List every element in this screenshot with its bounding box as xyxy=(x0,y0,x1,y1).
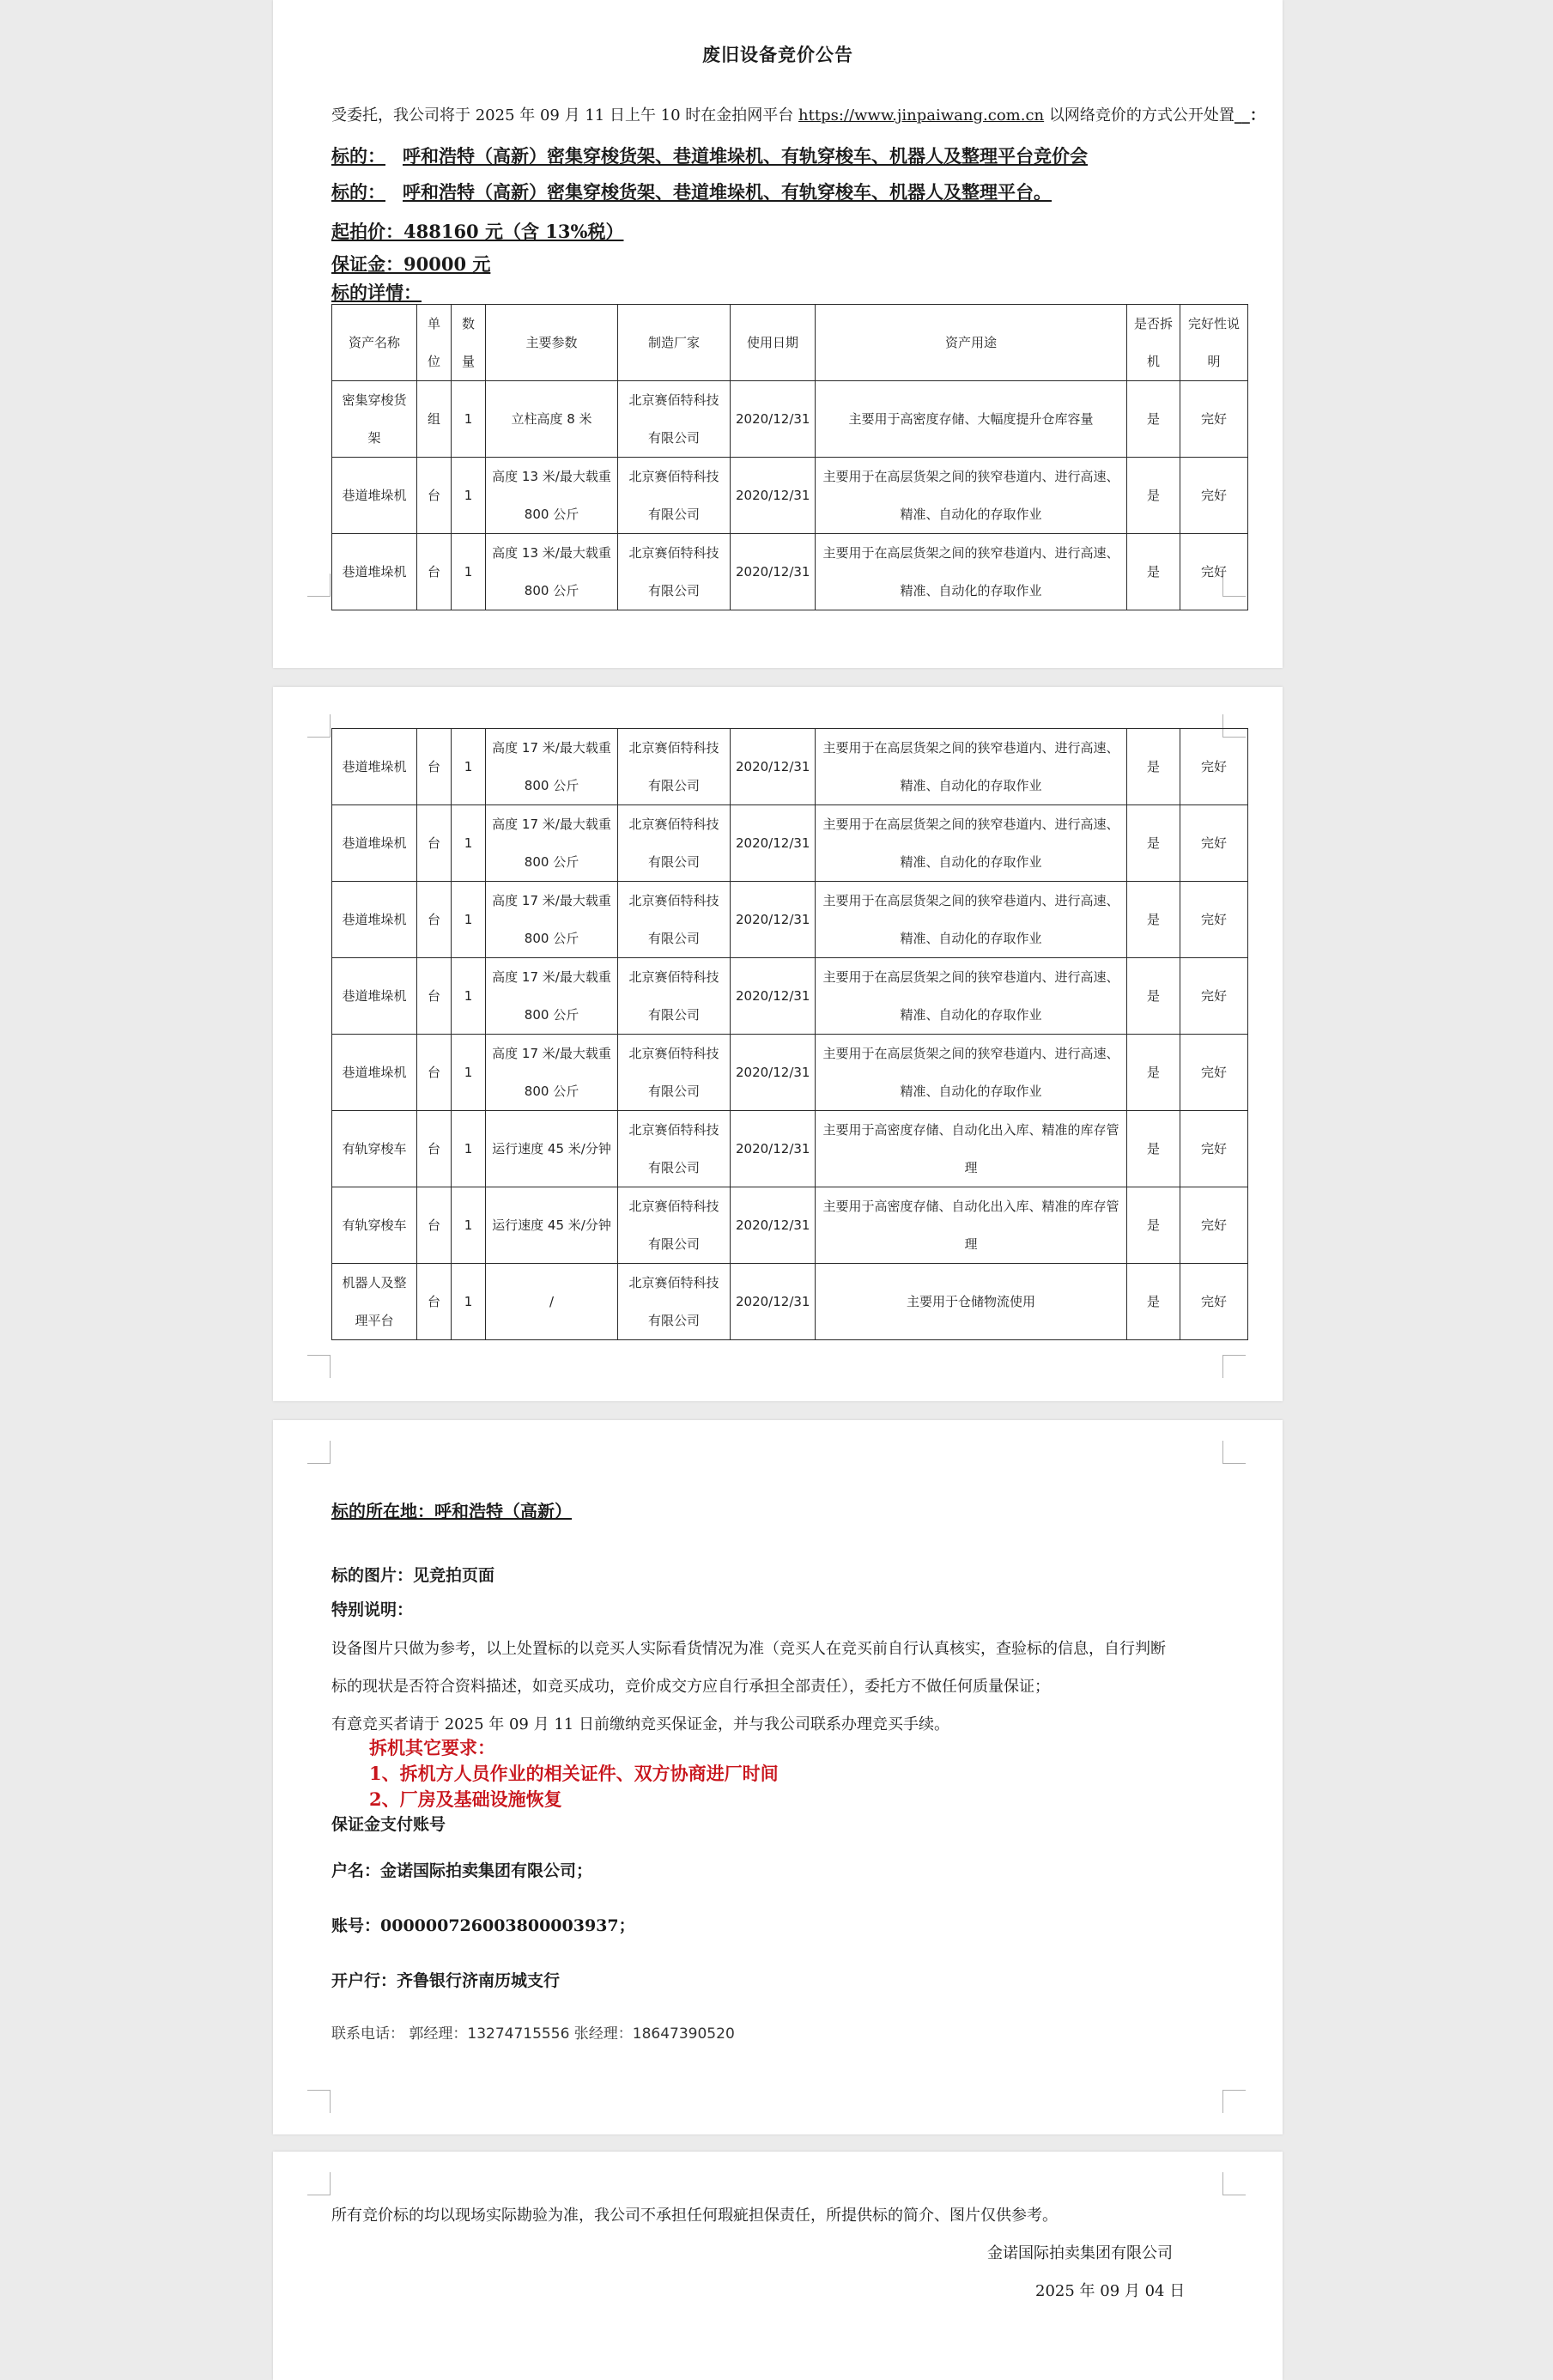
cell-asset-purpose: 主要用于在高层货架之间的狭窄巷道内、进行高速、精准、自动化的存取作业 xyxy=(816,958,1127,1035)
cell-quantity: 1 xyxy=(452,534,486,610)
page-corner-mark xyxy=(307,2172,331,2195)
cell-manufacturer: 北京赛佰特科技有限公司 xyxy=(618,882,731,958)
cell-main-params: 高度 13 米/最大载重 800 公斤 xyxy=(486,534,618,610)
table-row xyxy=(332,882,1248,958)
signing-company: 金诺国际拍卖集团有限公司 xyxy=(987,2244,1173,2262)
cell-asset-name: 巷道堆垛机 xyxy=(332,958,417,1035)
cell-asset-purpose: 主要用于在高层货架之间的狭窄巷道内、进行高速、精准、自动化的存取作业 xyxy=(816,1035,1127,1111)
page-corner-mark xyxy=(307,714,331,738)
cell-main-params: 高度 17 米/最大载重 800 公斤 xyxy=(486,729,618,805)
header-use-date: 使用日期 xyxy=(731,305,816,381)
page-corner-mark xyxy=(307,574,331,597)
cell-quantity: 1 xyxy=(452,1264,486,1340)
header-quantity: 数量 xyxy=(452,305,486,381)
table-row xyxy=(332,958,1248,1035)
table-row xyxy=(332,1035,1248,1111)
page-corner-mark xyxy=(1222,2090,1246,2113)
cell-manufacturer: 北京赛佰特科技有限公司 xyxy=(618,729,731,805)
cell-dismantle: 是 xyxy=(1127,534,1180,610)
cell-unit: 台 xyxy=(417,534,452,610)
header-dismantle: 是否拆机 xyxy=(1127,305,1180,381)
bid-label: 标的： xyxy=(331,145,385,167)
cell-main-params: 高度 17 米/最大载重 800 公斤 xyxy=(486,958,618,1035)
table-row xyxy=(332,1187,1248,1264)
cell-use-date: 2020/12/31 xyxy=(731,958,816,1035)
cell-condition: 完好 xyxy=(1180,381,1248,458)
cell-use-date: 2020/12/31 xyxy=(731,805,816,882)
cell-asset-name: 巷道堆垛机 xyxy=(332,534,417,610)
asset-table-continued xyxy=(331,728,1248,1340)
cell-condition: 完好 xyxy=(1180,1187,1248,1264)
special-notes-label: 特别说明： xyxy=(331,1600,414,1619)
intro-url[interactable]: https://www.jinpaiwang.com.cn xyxy=(798,106,1045,124)
cell-dismantle: 是 xyxy=(1127,1035,1180,1111)
cell-manufacturer: 北京赛佰特科技有限公司 xyxy=(618,1187,731,1264)
cell-asset-name: 有轨穿梭车 xyxy=(332,1111,417,1187)
special-notes-line-2: 标的现状是否符合资料描述，如竞买成功，竞价成交方应自行承担全部责任），委托方不做任何质量保证； xyxy=(331,1678,1050,1696)
bid-location: 标的所在地：呼和浩特（高新） xyxy=(331,1501,572,1521)
cell-unit: 台 xyxy=(417,1035,452,1111)
intro-prefix: 受委托，我公司将于 2025 年 09 月 11 日上午 10 时在金拍网平台 xyxy=(331,106,799,124)
cell-manufacturer: 北京赛佰特科技有限公司 xyxy=(618,458,731,534)
cell-unit: 台 xyxy=(417,958,452,1035)
cell-use-date: 2020/12/31 xyxy=(731,381,816,458)
disclaimer: 所有竞价标的均以现场实际勘验为准，我公司不承担任何瑕疵担保责任，所提供标的简介、图片仅供参考。 xyxy=(331,2207,1058,2225)
cell-main-params: / xyxy=(486,1264,618,1340)
cell-manufacturer: 北京赛佰特科技有限公司 xyxy=(618,1111,731,1187)
cell-asset-purpose: 主要用于在高层货架之间的狭窄巷道内、进行高速、精准、自动化的存取作业 xyxy=(816,805,1127,882)
cell-dismantle: 是 xyxy=(1127,1187,1180,1264)
cell-asset-purpose: 主要用于高密度存储、自动化出入库、精准的库存管理 xyxy=(816,1187,1127,1264)
table-row xyxy=(332,1111,1248,1187)
contact-phones: 联系电话： 郭经理：13274715556 张经理：18647390520 xyxy=(331,2025,735,2043)
bid-subject-1 xyxy=(331,143,1088,168)
cell-unit: 组 xyxy=(417,381,452,458)
cell-quantity: 1 xyxy=(452,805,486,882)
cell-dismantle: 是 xyxy=(1127,805,1180,882)
deposit-amount: 保证金：90000 元 xyxy=(331,253,491,275)
cell-condition: 完好 xyxy=(1180,458,1248,534)
table-row xyxy=(332,458,1248,534)
cell-asset-name: 巷道堆垛机 xyxy=(332,1035,417,1111)
bid-subject-2 xyxy=(331,179,1052,204)
cell-dismantle: 是 xyxy=(1127,729,1180,805)
page-corner-mark xyxy=(307,1441,331,1464)
cell-use-date: 2020/12/31 xyxy=(731,1187,816,1264)
cell-manufacturer: 北京赛佰特科技有限公司 xyxy=(618,805,731,882)
page-corner-mark xyxy=(307,2090,331,2113)
cell-condition: 完好 xyxy=(1180,805,1248,882)
cell-manufacturer: 北京赛佰特科技有限公司 xyxy=(618,1035,731,1111)
cell-unit: 台 xyxy=(417,1111,452,1187)
cell-asset-name: 巷道堆垛机 xyxy=(332,805,417,882)
cell-condition: 完好 xyxy=(1180,958,1248,1035)
cell-quantity: 1 xyxy=(452,1111,486,1187)
cell-quantity: 1 xyxy=(452,729,486,805)
document-title: 废旧设备竞价公告 xyxy=(702,44,853,65)
page-corner-mark xyxy=(307,1355,331,1378)
document-page-3 xyxy=(273,1420,1283,2134)
bid-text: 呼和浩特（高新）密集穿梭货架、巷道堆垛机、有轨穿梭车、机器人及整理平台。 xyxy=(403,181,1052,203)
cell-condition: 完好 xyxy=(1180,1111,1248,1187)
demolition-requirement-1: 1、拆机方人员作业的相关证件、双方协商进厂时间 xyxy=(369,1763,779,1784)
header-main-params: 主要参数 xyxy=(486,305,618,381)
cell-dismantle: 是 xyxy=(1127,381,1180,458)
cell-quantity: 1 xyxy=(452,882,486,958)
cell-use-date: 2020/12/31 xyxy=(731,1111,816,1187)
cell-unit: 台 xyxy=(417,1264,452,1340)
account-number: 账号：000000726003800003937； xyxy=(331,1916,635,1935)
table-row xyxy=(332,1264,1248,1340)
bank-branch: 开户行：齐鲁银行济南历城支行 xyxy=(331,1971,561,1990)
cell-main-params: 运行速度 45 米/分钟 xyxy=(486,1111,618,1187)
cell-quantity: 1 xyxy=(452,1035,486,1111)
asset-table xyxy=(331,304,1248,610)
table-row xyxy=(332,534,1248,610)
document-page-2 xyxy=(273,687,1283,1401)
intro-suffix: 以网络竞价的方式公开处置 xyxy=(1044,106,1235,124)
cell-condition: 完好 xyxy=(1180,882,1248,958)
cell-unit: 台 xyxy=(417,729,452,805)
cell-asset-purpose: 主要用于高密度存储、自动化出入库、精准的库存管理 xyxy=(816,1111,1127,1187)
cell-asset-name: 有轨穿梭车 xyxy=(332,1187,417,1264)
table-row xyxy=(332,805,1248,882)
cell-dismantle: 是 xyxy=(1127,1264,1180,1340)
cell-use-date: 2020/12/31 xyxy=(731,882,816,958)
cell-dismantle: 是 xyxy=(1127,1111,1180,1187)
cell-asset-purpose: 主要用于在高层货架之间的狭窄巷道内、进行高速、精准、自动化的存取作业 xyxy=(816,882,1127,958)
table-row xyxy=(332,381,1248,458)
intro-paragraph xyxy=(331,103,1265,125)
cell-asset-purpose: 主要用于在高层货架之间的狭窄巷道内、进行高速、精准、自动化的存取作业 xyxy=(816,729,1127,805)
demolition-requirements-title: 拆机其它要求： xyxy=(369,1737,495,1758)
cell-main-params: 高度 13 米/最大载重 800 公斤 xyxy=(486,458,618,534)
cell-asset-name: 巷道堆垛机 xyxy=(332,882,417,958)
cell-condition: 完好 xyxy=(1180,1264,1248,1340)
page-corner-mark xyxy=(1222,1355,1246,1378)
cell-main-params: 运行速度 45 米/分钟 xyxy=(486,1187,618,1264)
document-page-1 xyxy=(273,0,1283,668)
cell-quantity: 1 xyxy=(452,381,486,458)
cell-use-date: 2020/12/31 xyxy=(731,729,816,805)
header-unit: 单位 xyxy=(417,305,452,381)
deposit-account-label: 保证金支付账号 xyxy=(331,1815,446,1834)
header-asset-name: 资产名称 xyxy=(332,305,417,381)
cell-unit: 台 xyxy=(417,1187,452,1264)
cell-manufacturer: 北京赛佰特科技有限公司 xyxy=(618,1264,731,1340)
cell-dismantle: 是 xyxy=(1127,958,1180,1035)
cell-quantity: 1 xyxy=(452,458,486,534)
page-corner-mark xyxy=(1222,2172,1246,2195)
asset-table-body xyxy=(332,729,1248,1340)
account-holder: 户名：金诺国际拍卖集团有限公司； xyxy=(331,1861,593,1880)
asset-table-body xyxy=(332,381,1248,610)
document-page-4 xyxy=(273,2152,1283,2380)
cell-main-params: 立柱高度 8 米 xyxy=(486,381,618,458)
cell-asset-name: 机器人及整理平台 xyxy=(332,1264,417,1340)
cell-manufacturer: 北京赛佰特科技有限公司 xyxy=(618,381,731,458)
header-asset-purpose: 资产用途 xyxy=(816,305,1127,381)
cell-condition: 完好 xyxy=(1180,729,1248,805)
cell-asset-name: 密集穿梭货架 xyxy=(332,381,417,458)
demolition-requirement-2: 2、厂房及基础设施恢复 xyxy=(369,1788,562,1810)
cell-main-params: 高度 17 米/最大载重 800 公斤 xyxy=(486,1035,618,1111)
cell-use-date: 2020/12/31 xyxy=(731,534,816,610)
cell-use-date: 2020/12/31 xyxy=(731,458,816,534)
cell-asset-purpose: 主要用于仓储物流使用 xyxy=(816,1264,1127,1340)
cell-unit: 台 xyxy=(417,805,452,882)
deposit-note: 有意竞买者请于 2025 年 09 月 11 日前缴纳竞买保证金，并与我公司联系办理竞买手续。 xyxy=(331,1715,949,1733)
cell-quantity: 1 xyxy=(452,1187,486,1264)
start-price: 起拍价：488160 元（含 13%税） xyxy=(331,221,624,242)
cell-use-date: 2020/12/31 xyxy=(731,1264,816,1340)
intro-tail: __： xyxy=(1234,106,1265,124)
header-manufacturer: 制造厂家 xyxy=(618,305,731,381)
signing-date: 2025 年 09 月 04 日 xyxy=(1035,2282,1186,2300)
cell-use-date: 2020/12/31 xyxy=(731,1035,816,1111)
cell-manufacturer: 北京赛佰特科技有限公司 xyxy=(618,534,731,610)
bid-label: 标的： xyxy=(331,181,385,203)
cell-dismantle: 是 xyxy=(1127,882,1180,958)
cell-main-params: 高度 17 米/最大载重 800 公斤 xyxy=(486,882,618,958)
cell-main-params: 高度 17 米/最大载重 800 公斤 xyxy=(486,805,618,882)
cell-manufacturer: 北京赛佰特科技有限公司 xyxy=(618,958,731,1035)
bid-text: 呼和浩特（高新）密集穿梭货架、巷道堆垛机、有轨穿梭车、机器人及整理平台竞价会 xyxy=(403,145,1088,167)
cell-unit: 台 xyxy=(417,458,452,534)
cell-asset-purpose: 主要用于在高层货架之间的狭窄巷道内、进行高速、精准、自动化的存取作业 xyxy=(816,534,1127,610)
table-row xyxy=(332,729,1248,805)
cell-asset-name: 巷道堆垛机 xyxy=(332,729,417,805)
cell-asset-name: 巷道堆垛机 xyxy=(332,458,417,534)
cell-asset-purpose: 主要用于在高层货架之间的狭窄巷道内、进行高速、精准、自动化的存取作业 xyxy=(816,458,1127,534)
cell-dismantle: 是 xyxy=(1127,458,1180,534)
special-notes-line-1: 设备图片只做为参考，以上处置标的以竞买人实际看货情况为准（竞买人在竞买前自行认真核实，查验标的信息，自行判断 xyxy=(331,1640,1166,1658)
page-corner-mark xyxy=(1222,1441,1246,1464)
cell-asset-purpose: 主要用于高密度存储、大幅度提升仓库容量 xyxy=(816,381,1127,458)
cell-condition: 完好 xyxy=(1180,1035,1248,1111)
table-header-row xyxy=(332,305,1248,381)
cell-unit: 台 xyxy=(417,882,452,958)
details-label: 标的详情： xyxy=(331,282,422,303)
cell-quantity: 1 xyxy=(452,958,486,1035)
header-condition: 完好性说明 xyxy=(1180,305,1248,381)
cell-condition: 完好 xyxy=(1180,534,1248,610)
bid-photos: 标的图片：见竞拍页面 xyxy=(331,1566,495,1585)
